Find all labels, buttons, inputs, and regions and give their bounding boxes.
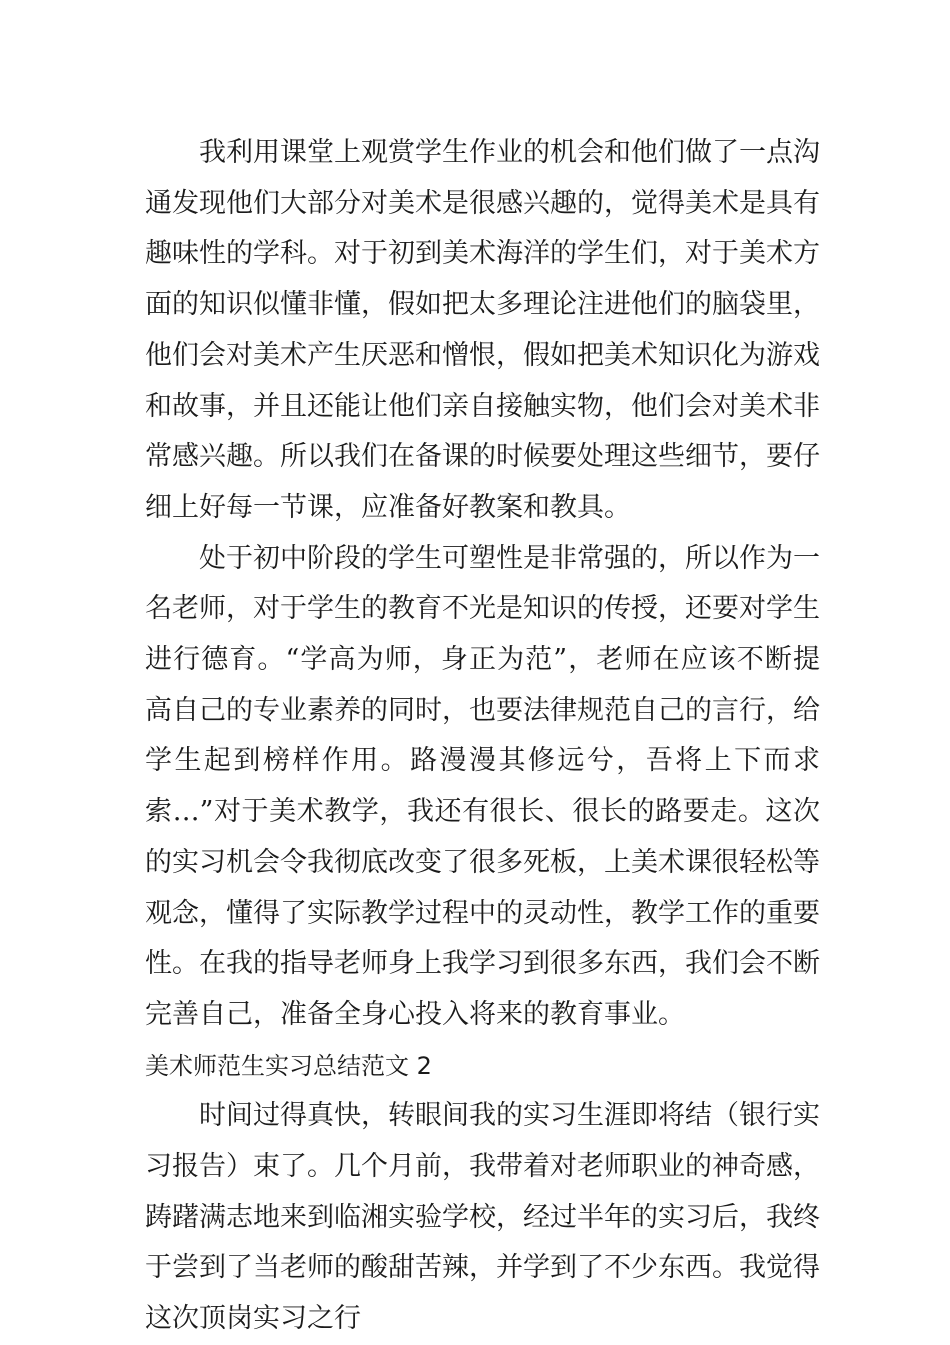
section-heading: 美术师范生实习总结范文 2 (145, 1051, 432, 1080)
paragraph-3: 时间过得真快，转眼间我的实习生涯即将结（银行实习报告）束了。几个月前，我带着对老师职业的神奇感，踌躇满志地来到临湘实验学校，经过半年的实习后，我终于尝到了当老师的酸甜苦辣，并学到了不少东西。我觉得这次顶岗实习之行 (145, 1100, 820, 1335)
paragraph-2: 处于初中阶段的学生可塑性是非常强的，所以作为一名老师，对于学生的教育不光是知识的传授，还要对学生进行德育。“学高为师，身正为范”，老师在应该不断提高自己的专业素养的同时，也要法律规范自己的言行，给学生起到榜样作用。路漫漫其修远兮，吾将上下而求索…”对于美术教学，我还有很长、很长的路要走。这次的实习机会令我彻底改变了很多死板，上美术课很轻松等观念，懂得了实际教学过程中的灵动性，教学工作的重要性。在我的指导老师身上我学习到很多东西，我们会不断完善自己，准备全身心投入将来的教育事业。 (145, 542, 820, 1030)
document-body (145, 128, 820, 1345)
paragraph-1: 我利用课堂上观赏学生作业的机会和他们做了一点沟通发现他们大部分对美术是很感兴趣的，觉得美术是具有趣味性的学科。对于初到美术海洋的学生们，对于美术方面的知识似懂非懂，假如把太多理论注进他们的脑袋里，他们会对美术产生厌恶和憎恨，假如把美术知识化为游戏和故事，并且还能让他们亲自接触实物，他们会对美术非常感兴趣。所以我们在备课的时候要处理这些细节，要仔细上好每一节课，应准备好教案和教具。 (145, 137, 820, 523)
